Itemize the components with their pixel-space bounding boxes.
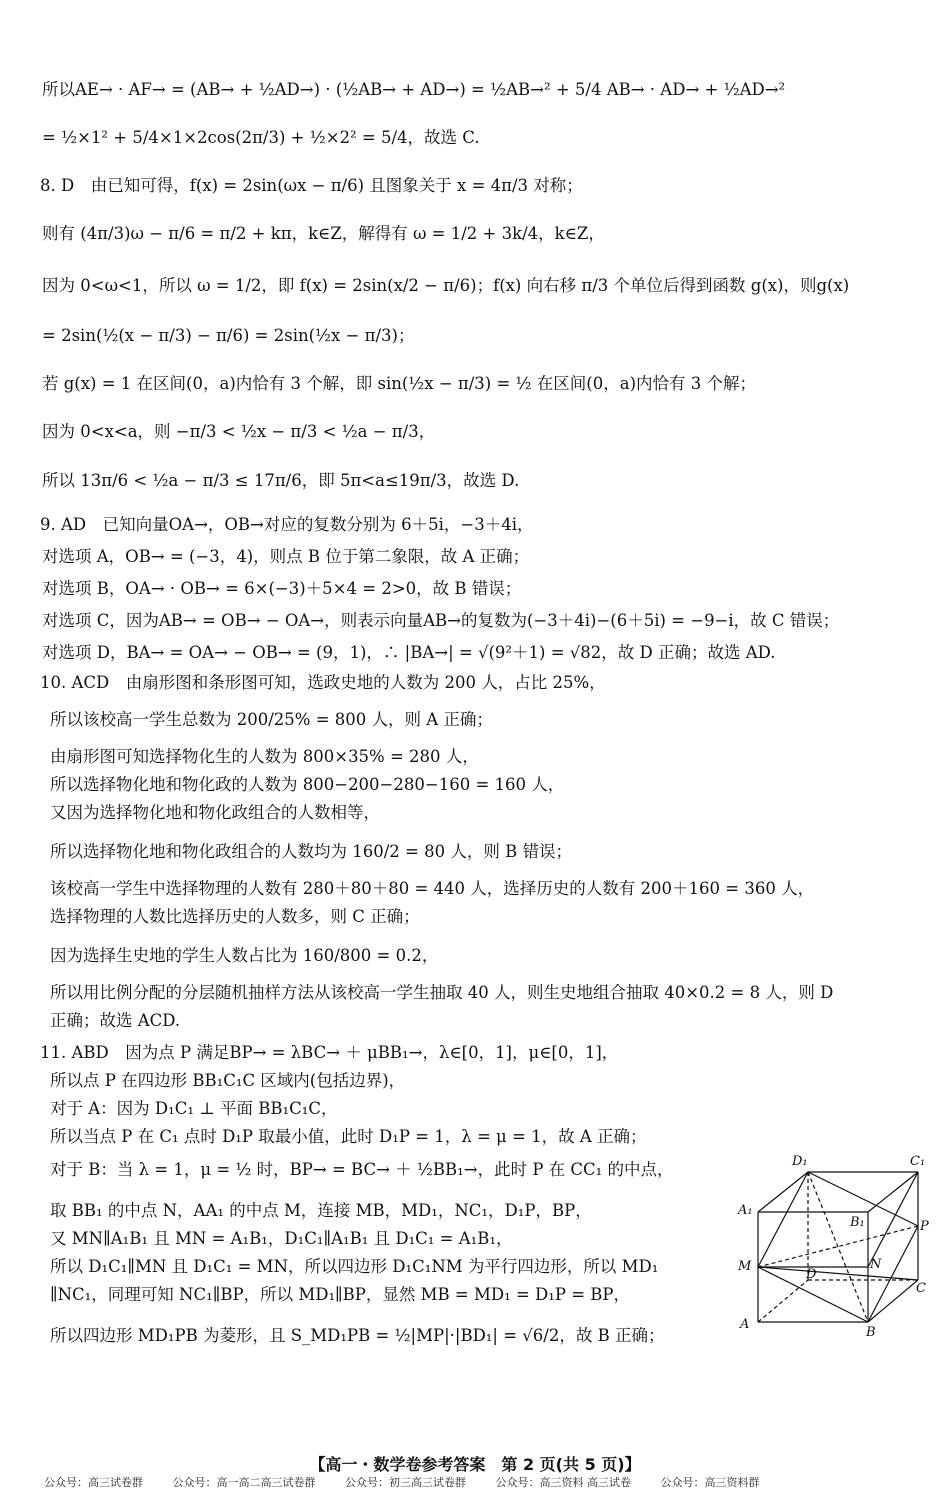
solution-line: 取 BB₁ 的中点 N，AA₁ 的中点 M，连接 MB，MD₁，NC₁，D₁P，BP，: [50, 1201, 592, 1220]
solution-line: 因为 0<x<a，则 −π/3 < ½x − π/3 < ½a − π/3，: [42, 422, 436, 441]
footer-ad: 公众号：高三试卷群: [44, 1476, 143, 1489]
cube-diagram: [730, 1150, 930, 1340]
solution-line: 对选项 D，BA→ = OA→ − OB→ = (9，1)，∴ |BA→| = √(9²＋1) = √82，故 D 正确；故选 AD.: [42, 643, 776, 662]
solution-line: 选择物理的人数比选择历史的人数多，则 C 正确；: [50, 907, 420, 926]
solution-line: 所以 13π/6 < ½a − π/3 ≤ 17π/6，即 5π<a≤19π/3，故选 D.: [42, 471, 520, 490]
label-D1: D₁: [792, 1154, 808, 1169]
segment-BD1: [808, 1172, 868, 1322]
solution-line: 若 g(x) = 1 在区间(0，a)内恰有 3 个解，即 sin(½x − π/3) = ½ 在区间(0，a)内恰有 3 个解；: [42, 374, 756, 393]
label-P: P: [920, 1219, 929, 1234]
solution-line: 对于 B：当 λ = 1，μ = ½ 时，BP→ = BC→ ＋ ½BB₁→，此时 P 在 CC₁ 的中点，: [50, 1160, 674, 1179]
footer-ad: 公众号：初三高三试卷群: [345, 1476, 466, 1489]
label-N: N: [870, 1257, 882, 1272]
solution-line: 因为选择生史地的学生人数占比为 160/800 = 0.2，: [50, 946, 439, 965]
edge-BC: [868, 1280, 918, 1322]
solution-line: ∥NC₁，同理可知 NC₁∥BP，所以 MD₁∥BP，显然 MB = MD₁ = D₁P = BP，: [50, 1285, 631, 1304]
solution-line: 所以点 P 在四边形 BB₁C₁C 区域内(包括边界)，: [50, 1071, 406, 1090]
solution-line: 又 MN∥A₁B₁ 且 MN = A₁B₁，D₁C₁∥A₁B₁ 且 D₁C₁ = A₁B₁，: [50, 1229, 513, 1248]
edge-AD: [758, 1280, 808, 1322]
label-M: M: [738, 1259, 752, 1274]
solution-line: = ½×1² + 5/4×1×2cos(2π/3) + ½×2² = 5/4，故选 C.: [42, 128, 480, 147]
label-C: C: [916, 1281, 926, 1296]
question-9-header: 9. AD 已知向量OA→，OB→对应的复数分别为 6＋5i，−3＋4i，: [40, 515, 534, 534]
question-8-header: 8. D 由已知可得，f(x) = 2sin(ωx − π/6) 且图象关于 x = 4π/3 对称；: [40, 176, 583, 195]
label-D: D: [806, 1267, 817, 1282]
solution-line: 对选项 B，OA→ · OB→ = 6×(−3)＋5×4 = 2>0，故 B 错误；: [42, 579, 522, 598]
solution-line: 由扇形图可知选择物化生的人数为 800×35% = 280 人，: [50, 747, 479, 766]
footer-ad: 公众号：高三资料 高三试卷: [495, 1476, 631, 1489]
solution-line: 所以用比例分配的分层随机抽样方法从该校高一学生抽取 40 人，则生史地组合抽取 40×0.2 = 8 人，则 D: [50, 983, 834, 1002]
solution-line: 又因为选择物化地和物化政组合的人数相等，: [50, 803, 380, 822]
solution-line: 所以AE→ · AF→ = (AB→ + ½AD→) · (½AB→ + AD→) = ½AB→² + 5/4 AB→ · AD→ + ½AD→²: [42, 80, 786, 99]
solution-line: 所以选择物化地和物化政组合的人数均为 160/2 = 80 人，则 B 错误；: [50, 842, 572, 861]
label-B: B: [866, 1325, 876, 1340]
segment-MC: [758, 1267, 918, 1280]
solution-line: 则有 (4π/3)ω − π/6 = π/2 + kπ，k∈Z，解得有 ω = 1/2 + 3k/4，k∈Z，: [42, 224, 605, 243]
footer-ads: [44, 1474, 940, 1490]
label-A1: A₁: [738, 1203, 753, 1218]
segment-NC1: [868, 1172, 918, 1267]
solution-line: 对选项 C，因为AB→ = OB→ − OA→，则表示向量AB→的复数为(−3＋4i)−(6＋5i) = −9−i，故 C 错误；: [42, 611, 840, 630]
question-10-header: 10. ACD 由扇形图和条形图可知，选政史地的人数为 200 人，占比 25%，: [40, 673, 606, 692]
solution-line: 因为 0<ω<1，所以 ω = 1/2，即 f(x) = 2sin(x/2 − π/6)；f(x) 向右移 π/3 个单位后得到函数 g(x)，则g(x): [42, 276, 850, 295]
solution-line: 所以选择物化地和物化政的人数为 800−200−280−160 = 160 人，: [50, 775, 565, 794]
segment-BP: [868, 1226, 918, 1322]
solution-line: 所以四边形 MD₁PB 为菱形，且 S_MD₁PB = ½|MP|·|BD₁| = √6/2，故 B 正确；: [50, 1326, 665, 1345]
solution-line: 正确；故选 ACD.: [50, 1011, 181, 1030]
solution-line: 所以当点 P 在 C₁ 点时 D₁P 取最小值，此时 D₁P = 1，λ = μ = 1，故 A 正确；: [50, 1127, 647, 1146]
footer-ad: 公众号：高三资料群: [660, 1476, 760, 1489]
label-B1: B₁: [850, 1215, 865, 1230]
edge-A1D1: [758, 1172, 808, 1212]
label-A: A: [740, 1317, 750, 1332]
solution-line: 对于 A：因为 D₁C₁ ⊥ 平面 BB₁C₁C，: [50, 1099, 338, 1118]
footer-ad: 公众号：高一高二高三试卷群: [172, 1476, 316, 1489]
edge-B1C1: [868, 1172, 918, 1212]
solution-line: = 2sin(½(x − π/3) − π/6) = 2sin(½x − π/3)；: [42, 326, 415, 345]
page-footer-title: 【高一・数学卷参考答案 第 2 页(共 5 页)】: [309, 1455, 641, 1474]
solution-line: 所以该校高一学生总数为 200/25% = 800 人，则 A 正确；: [50, 710, 493, 729]
solution-line: 所以 D₁C₁∥MN 且 D₁C₁ = MN，所以四边形 D₁C₁NM 为平行四边形，所以 MD₁: [50, 1257, 659, 1276]
solution-line: 对选项 A，OB→ = (−3，4)，则点 B 位于第二象限，故 A 正确；: [42, 547, 530, 566]
question-11-header: 11. ABD 因为点 P 满足BP→ = λBC→ ＋ μBB₁→，λ∈[0，1]，μ∈[0，1]，: [40, 1043, 619, 1062]
solution-line: 该校高一学生中选择物理的人数有 280＋80＋80 = 440 人，选择历史的人数有 200＋160 = 360 人，: [50, 879, 815, 898]
label-C1: C₁: [910, 1154, 926, 1169]
segment-MD1: [758, 1172, 808, 1267]
